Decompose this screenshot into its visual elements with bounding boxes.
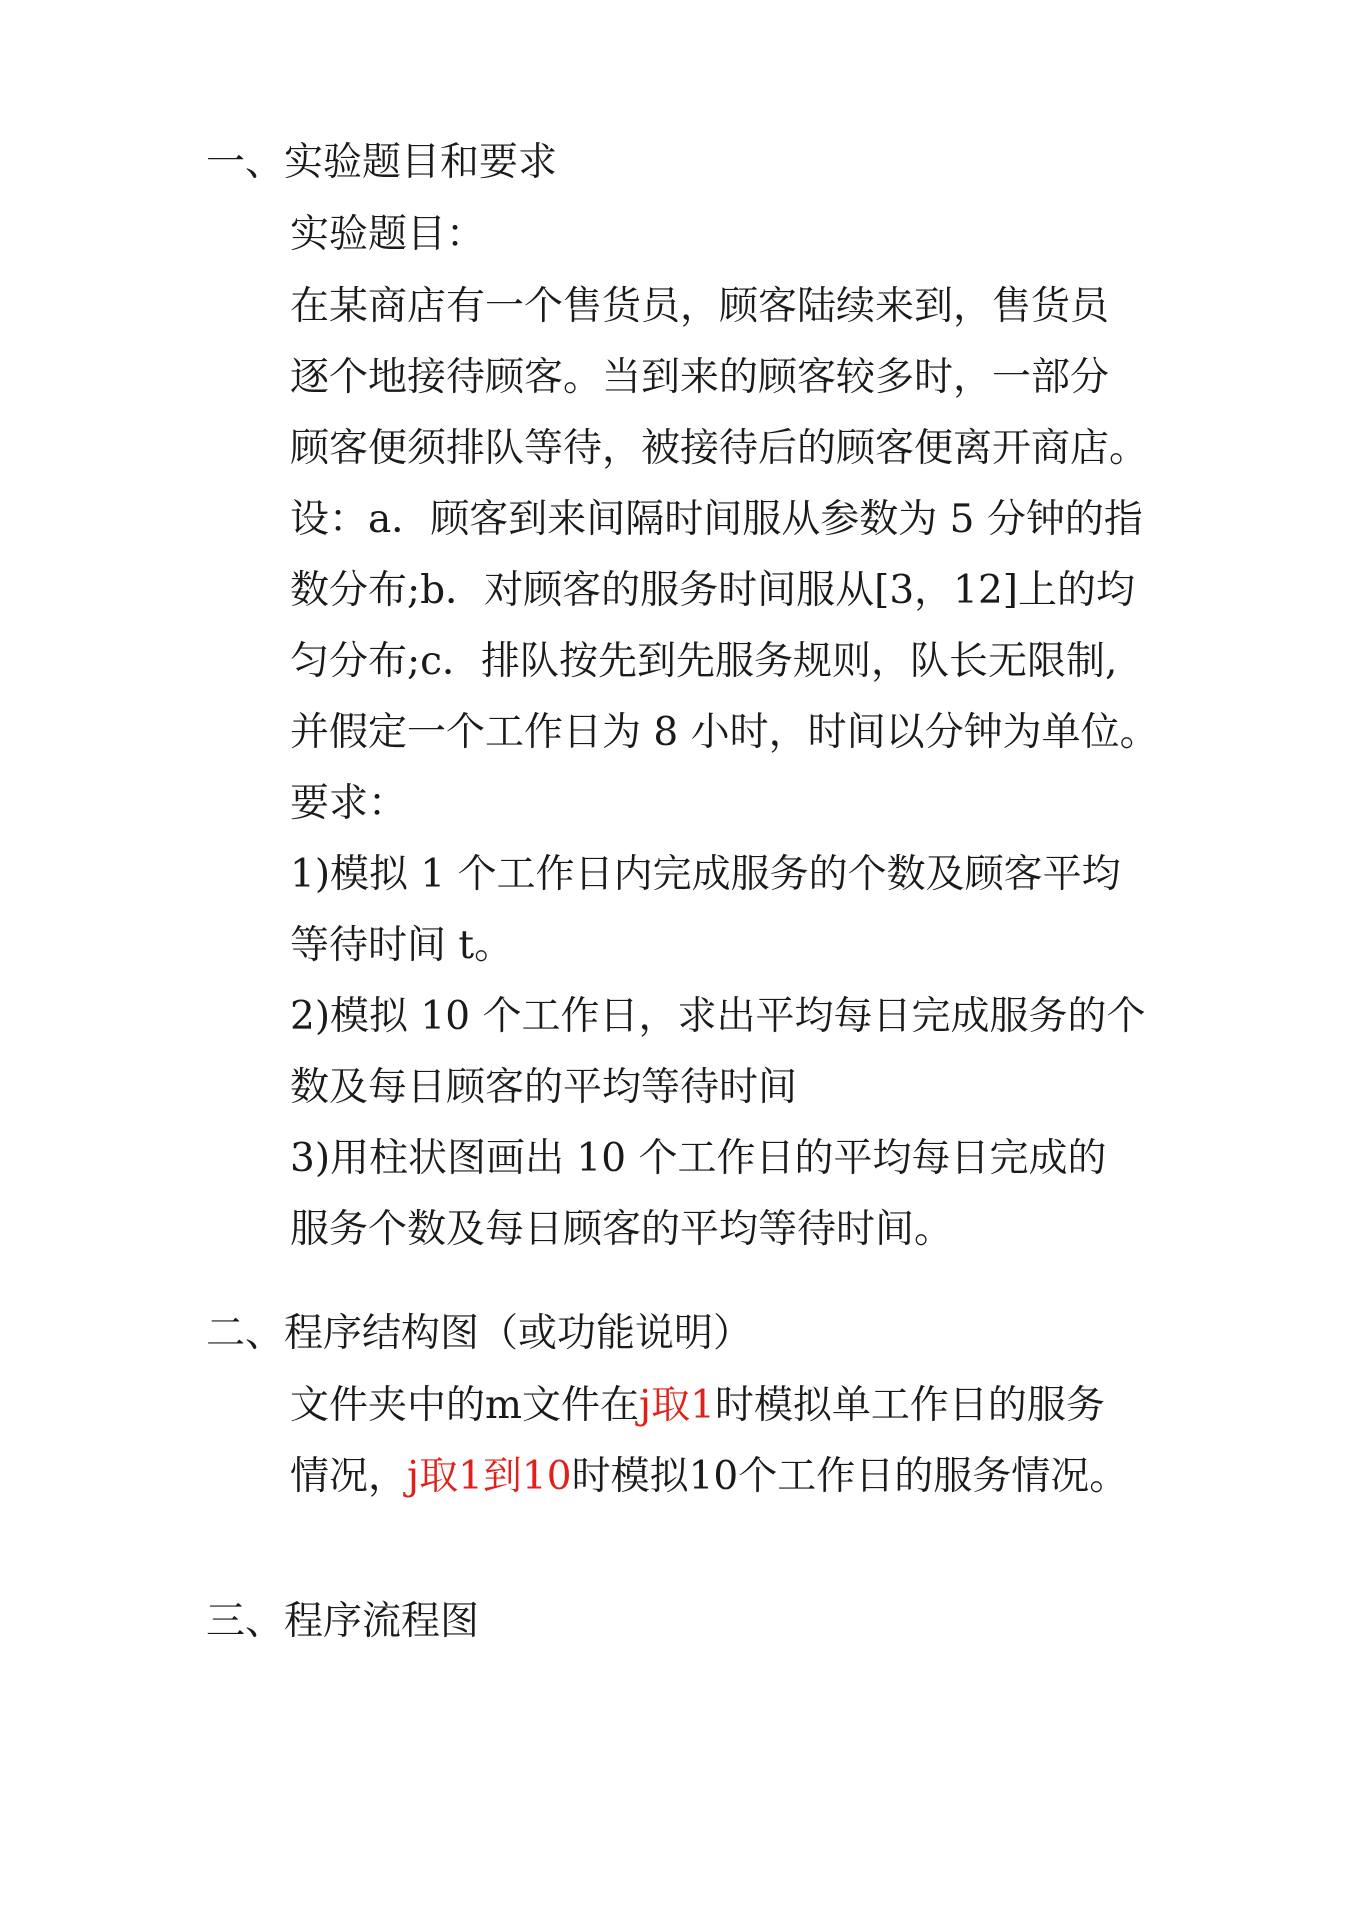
- problem-subtitle: 实验题目：: [290, 212, 486, 257]
- highlight-text: j取1: [638, 1383, 715, 1428]
- requirement-item-1-line-1: 1)模拟 1 个工作日内完成服务的个数及顾客平均: [290, 852, 1121, 897]
- description-text: 情况，: [290, 1454, 408, 1499]
- requirement-item-3-line-2: 服务个数及每日顾客的平均等待时间。: [290, 1207, 954, 1252]
- problem-line: 数分布;b．对顾客的服务时间服从[3，12]上的均: [290, 568, 1135, 613]
- requirement-item-2-line-2: 数及每日顾客的平均等待时间: [290, 1065, 798, 1110]
- problem-line: 匀分布;c．排队按先到先服务规则，队长无限制,: [290, 639, 1118, 684]
- section-3-heading: 三、程序流程图: [206, 1599, 480, 1644]
- requirement-item-3-line-1: 3)用柱状图画出 10 个工作日的平均每日完成的: [290, 1136, 1107, 1181]
- description-text: 文件夹中的m文件在: [290, 1383, 639, 1428]
- problem-line: 在某商店有一个售货员，顾客陆续来到，售货员: [290, 284, 1110, 329]
- description-text: 时模拟单工作日的服务: [714, 1383, 1105, 1428]
- requirement-item-1-line-2: 等待时间 t。: [290, 923, 514, 968]
- requirement-item-2-line-1: 2)模拟 10 个工作日，求出平均每日完成服务的个: [290, 994, 1146, 1039]
- highlight-text: j取1到10: [407, 1454, 572, 1499]
- description-text: 时模拟10个工作日的服务情况。: [571, 1454, 1129, 1499]
- requirements-label: 要求：: [290, 781, 408, 826]
- description-line-2: [290, 1452, 1128, 1502]
- section-2-heading: 二、程序结构图（或功能说明）: [206, 1311, 753, 1356]
- problem-line: 设：a．顾客到来间隔时间服从参数为 5 分钟的指: [290, 497, 1143, 542]
- section-1-heading: 一、实验题目和要求: [206, 140, 558, 185]
- problem-line: 逐个地接待顾客。当到来的顾客较多时，一部分: [290, 355, 1110, 400]
- problem-line: 并假定一个工作日为 8 小时，时间以分钟为单位。: [290, 710, 1159, 755]
- problem-line: 顾客便须排队等待，被接待后的顾客便离开商店。: [290, 426, 1149, 471]
- description-line-1: [290, 1381, 1105, 1431]
